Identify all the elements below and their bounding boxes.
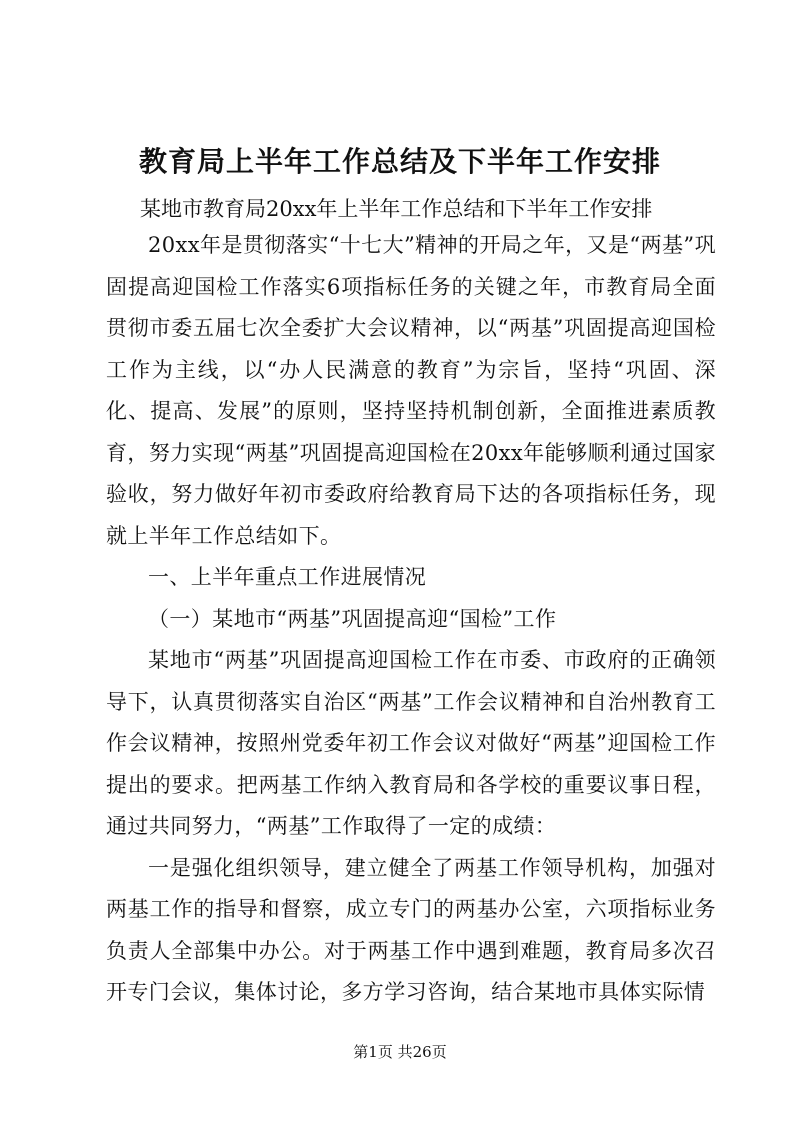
- page-number-footer: 第1页 共26页: [353, 1043, 447, 1061]
- document-title: 教育局上半年工作总结及下半年工作安排: [138, 145, 661, 178]
- document-body: [106, 225, 716, 1014]
- paragraph-intro: 20xx年是贯彻落实“十七大”精神的开局之年，又是“两基”巩固提高迎国检工作落实6项指标任务的关键之年，市教育局全面贯彻市委五届七次全委扩大会议精神，以“两基”巩固提高迎国检工作为主线，以“办人民满意的教育”为宗旨，坚持“巩固、深化、提高、发展”的原则，坚持坚持机制创新，全面推进素质教育，努力实现“两基”巩固提高迎国检在20xx年能够顺利通过国家验收，努力做好年初市委政府给教育局下达的各项指标任务，现就上半年工作总结如下。: [106, 233, 716, 548]
- paragraph-liangji: 某地市“两基”巩固提高迎国检工作在市委、市政府的正确领导下，认真贯彻落实自治区“两基”工作会议精神和自治州教育工作会议精神，按照州党委年初工作会议对做好“两基”迎国检工作提出的要求。把两基工作纳入教育局和各学校的重要议事日程，通过共同努力，“两基”工作取得了一定的成绩：: [106, 648, 716, 838]
- document-subtitle: 某地市教育局20xx年上半年工作总结和下半年工作安排: [140, 197, 653, 221]
- subsection-heading-1: （一）某地市“两基”巩固提高迎“国检”工作: [148, 606, 557, 631]
- paragraph-organization: 一是强化组织领导，建立健全了两基工作领导机构，加强对两基工作的指导和督察，成立专门的两基办公室，六项指标业务负责人全部集中办公。对于两基工作中遇到难题，教育局多次召开专门会议，集体讨论，多方学习咨询，结合某地市具体实际情: [106, 855, 716, 1004]
- section-heading-1: 一、上半年重点工作进展情况: [148, 565, 427, 589]
